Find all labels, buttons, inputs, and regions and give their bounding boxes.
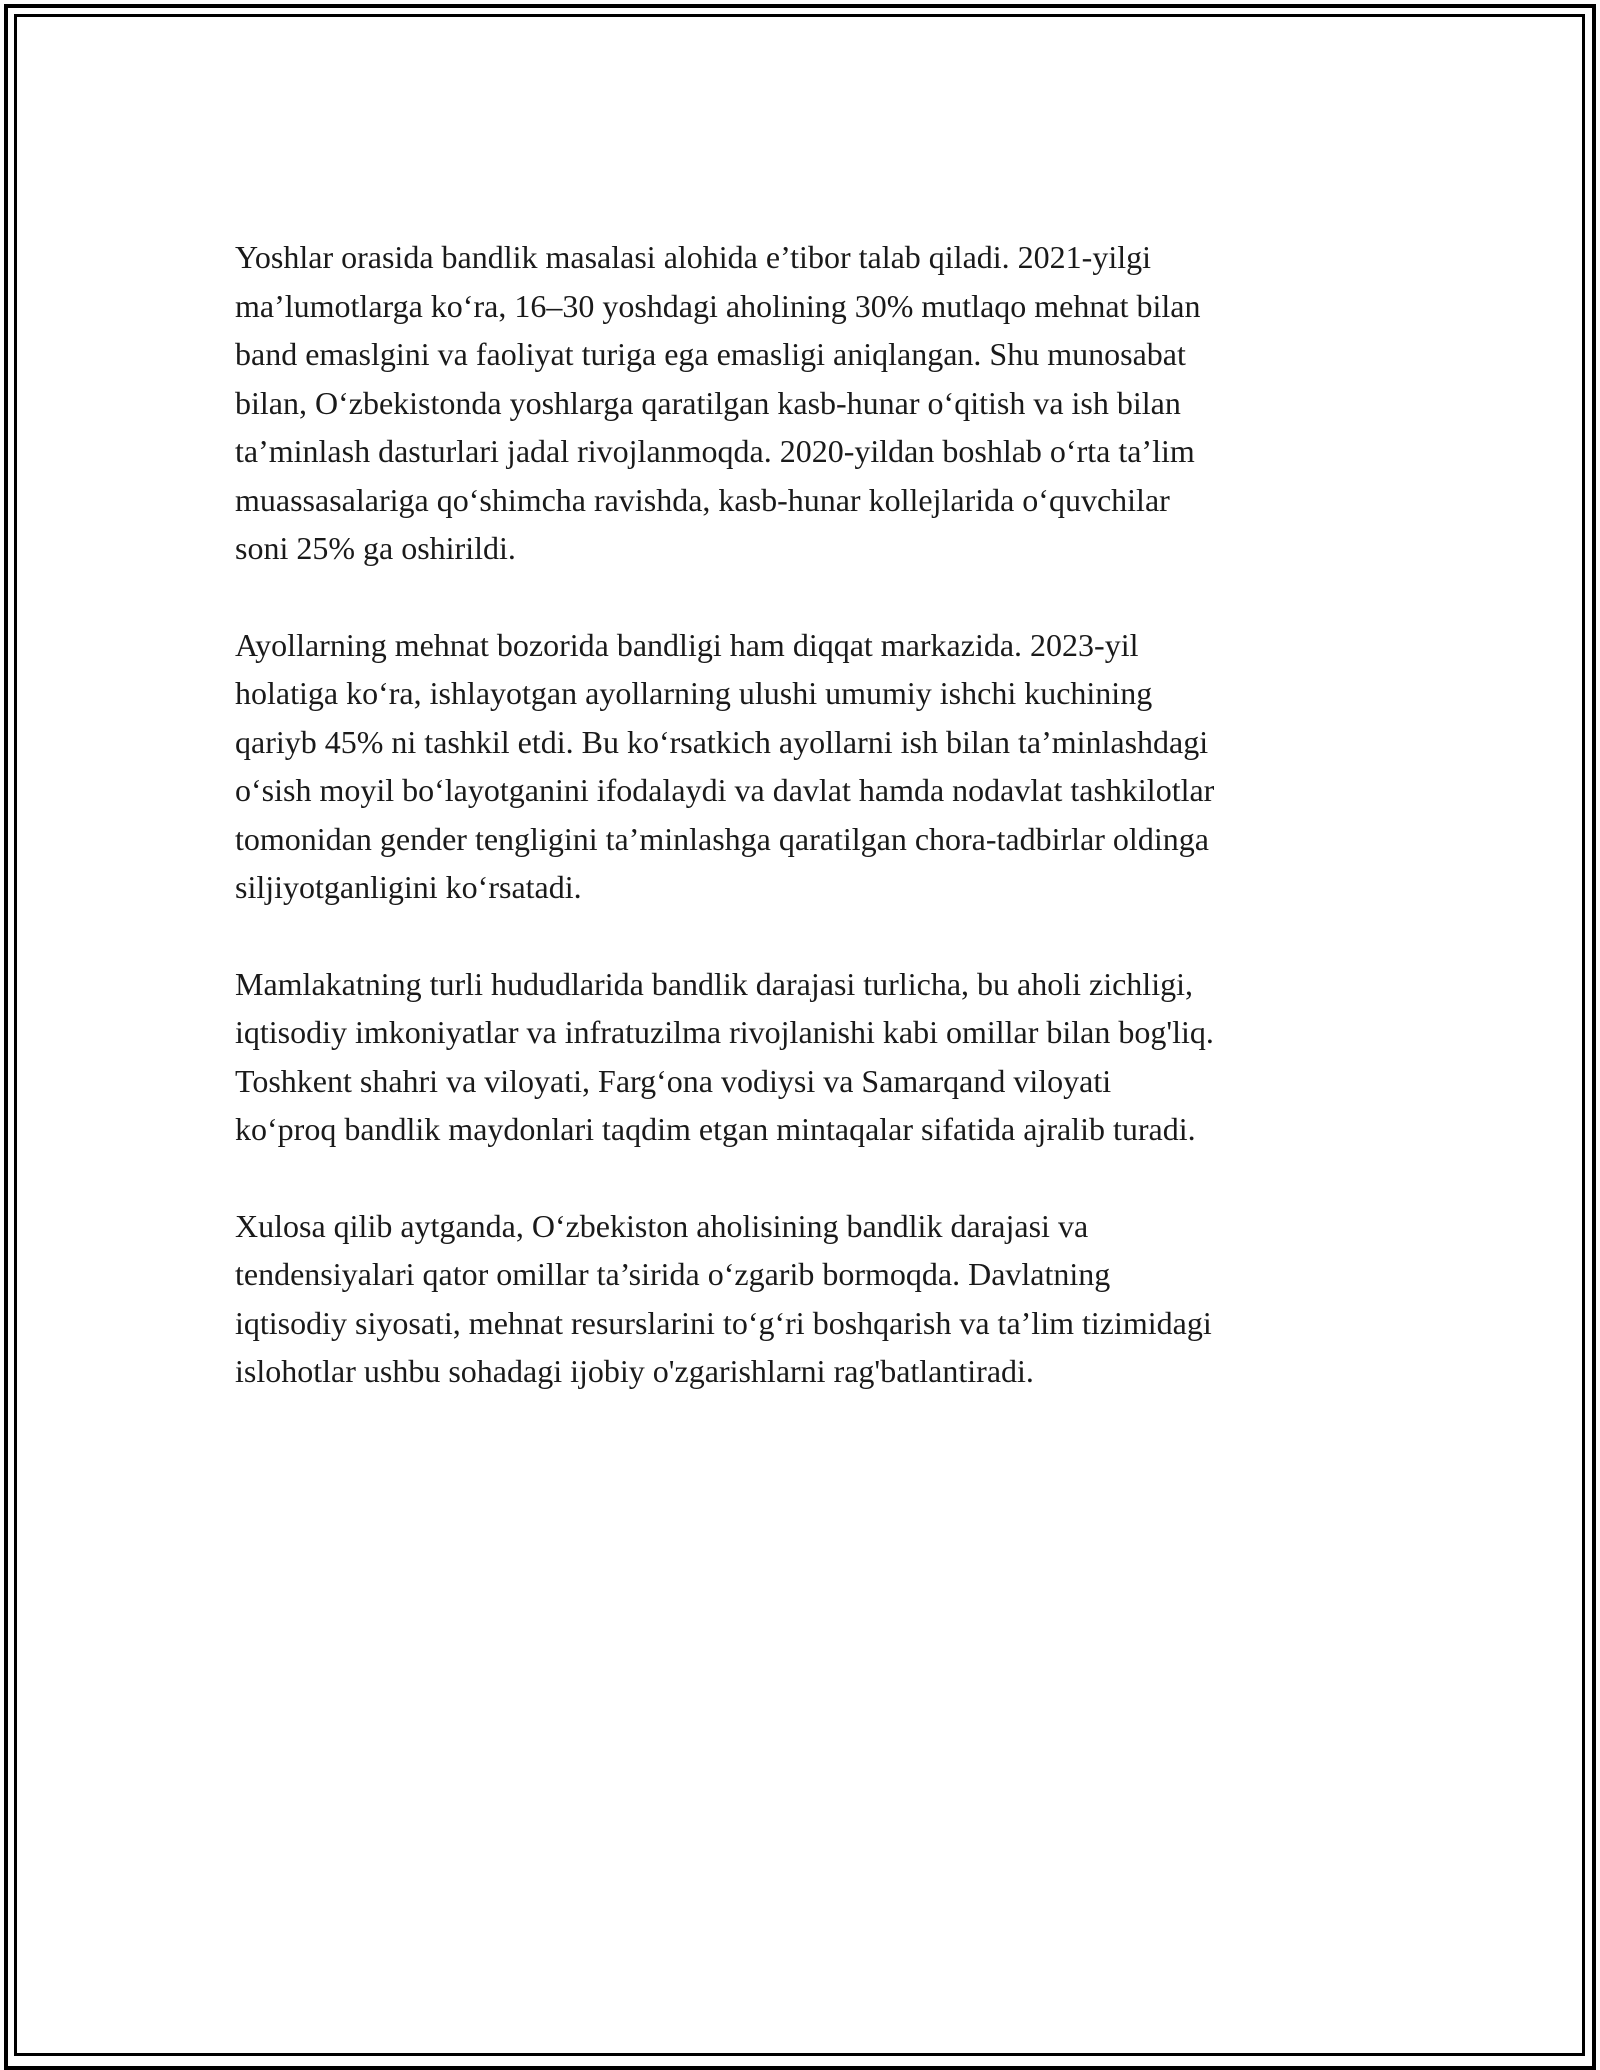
text-line: iqtisodiy imkoniyatlar va infratuzilma rivojlanishi kabi omillar bilan bog'liq. bbox=[235, 1014, 1214, 1050]
text-line: bilan, O‘zbekistonda yoshlarga qaratilgan kasb-hunar o‘qitish va ish bilan bbox=[235, 384, 1181, 421]
text-line: ko‘proq bandlik maydonlari taqdim etgan mintaqalar sifatida ajralib turadi. bbox=[235, 1111, 1196, 1147]
text-line: soni 25% ga oshirildi. bbox=[235, 530, 516, 566]
text-line: iqtisodiy siyosati, mehnat resurslarini to‘g‘ri boshqarish va ta’lim tizimidagi bbox=[235, 1304, 1212, 1341]
text-line: muassasalariga qo‘shimcha ravishda, kasb-hunar kollejlarida o‘quvchilar bbox=[235, 481, 1170, 518]
text-line: ma’lumotlarga ko‘ra, 16–30 yoshdagi aholining 30% mutlaqo mehnat bilan bbox=[235, 287, 1201, 324]
text-line: Ayollarning mehnat bozorida bandligi ham diqqat markazida. 2023-yil bbox=[235, 626, 1139, 663]
text-line: Toshkent shahri va viloyati, Farg‘ona vodiysi va Samarqand viloyati bbox=[235, 1062, 1112, 1099]
text-line: tendensiyalari qator omillar ta’sirida o‘zgarib bormoqda. Davlatning bbox=[235, 1256, 1111, 1292]
text-line: band emaslgini va faoliyat turiga ega emasligi aniqlangan. Shu munosabat bbox=[235, 336, 1186, 372]
document-body bbox=[235, 233, 1365, 1444]
text-line: Yoshlar orasida bandlik masalasi alohida e’tibor talab qiladi. 2021-yilgi bbox=[235, 239, 1151, 275]
text-line: ta’minlash dasturlari jadal rivojlanmoqda. 2020-yildan boshlab o‘rta ta’lim bbox=[235, 433, 1195, 469]
text-line: qariyb 45% ni tashkil etdi. Bu ko‘rsatkich ayollarni ish bilan ta’minlashdagi bbox=[235, 723, 1209, 760]
text-line: Xulosa qilib aytganda, O‘zbekiston aholisining bandlik darajasi va bbox=[235, 1207, 1089, 1244]
paragraph-youth-employment bbox=[235, 233, 1365, 573]
text-line: o‘sish moyil bo‘layotganini ifodalaydi va davlat hamda nodavlat tashkilotlar bbox=[235, 772, 1215, 808]
text-line: siljiyotganligini ko‘rsatadi. bbox=[235, 869, 582, 905]
paragraph-women-employment bbox=[235, 621, 1365, 912]
paragraph-regional-employment bbox=[235, 960, 1365, 1154]
text-line: holatiga ko‘ra, ishlayotgan ayollarning ulushi umumiy ishchi kuchining bbox=[235, 675, 1153, 711]
text-line: islohotlar ushbu sohadagi ijobiy o'zgarishlarni rag'batlantiradi. bbox=[235, 1353, 1034, 1389]
paragraph-conclusion bbox=[235, 1202, 1365, 1396]
text-line: Mamlakatning turli hududlarida bandlik darajasi turlicha, bu aholi zichligi, bbox=[235, 965, 1193, 1002]
text-line: tomonidan gender tengligini ta’minlashga qaratilgan chora-tadbirlar oldinga bbox=[235, 820, 1209, 857]
